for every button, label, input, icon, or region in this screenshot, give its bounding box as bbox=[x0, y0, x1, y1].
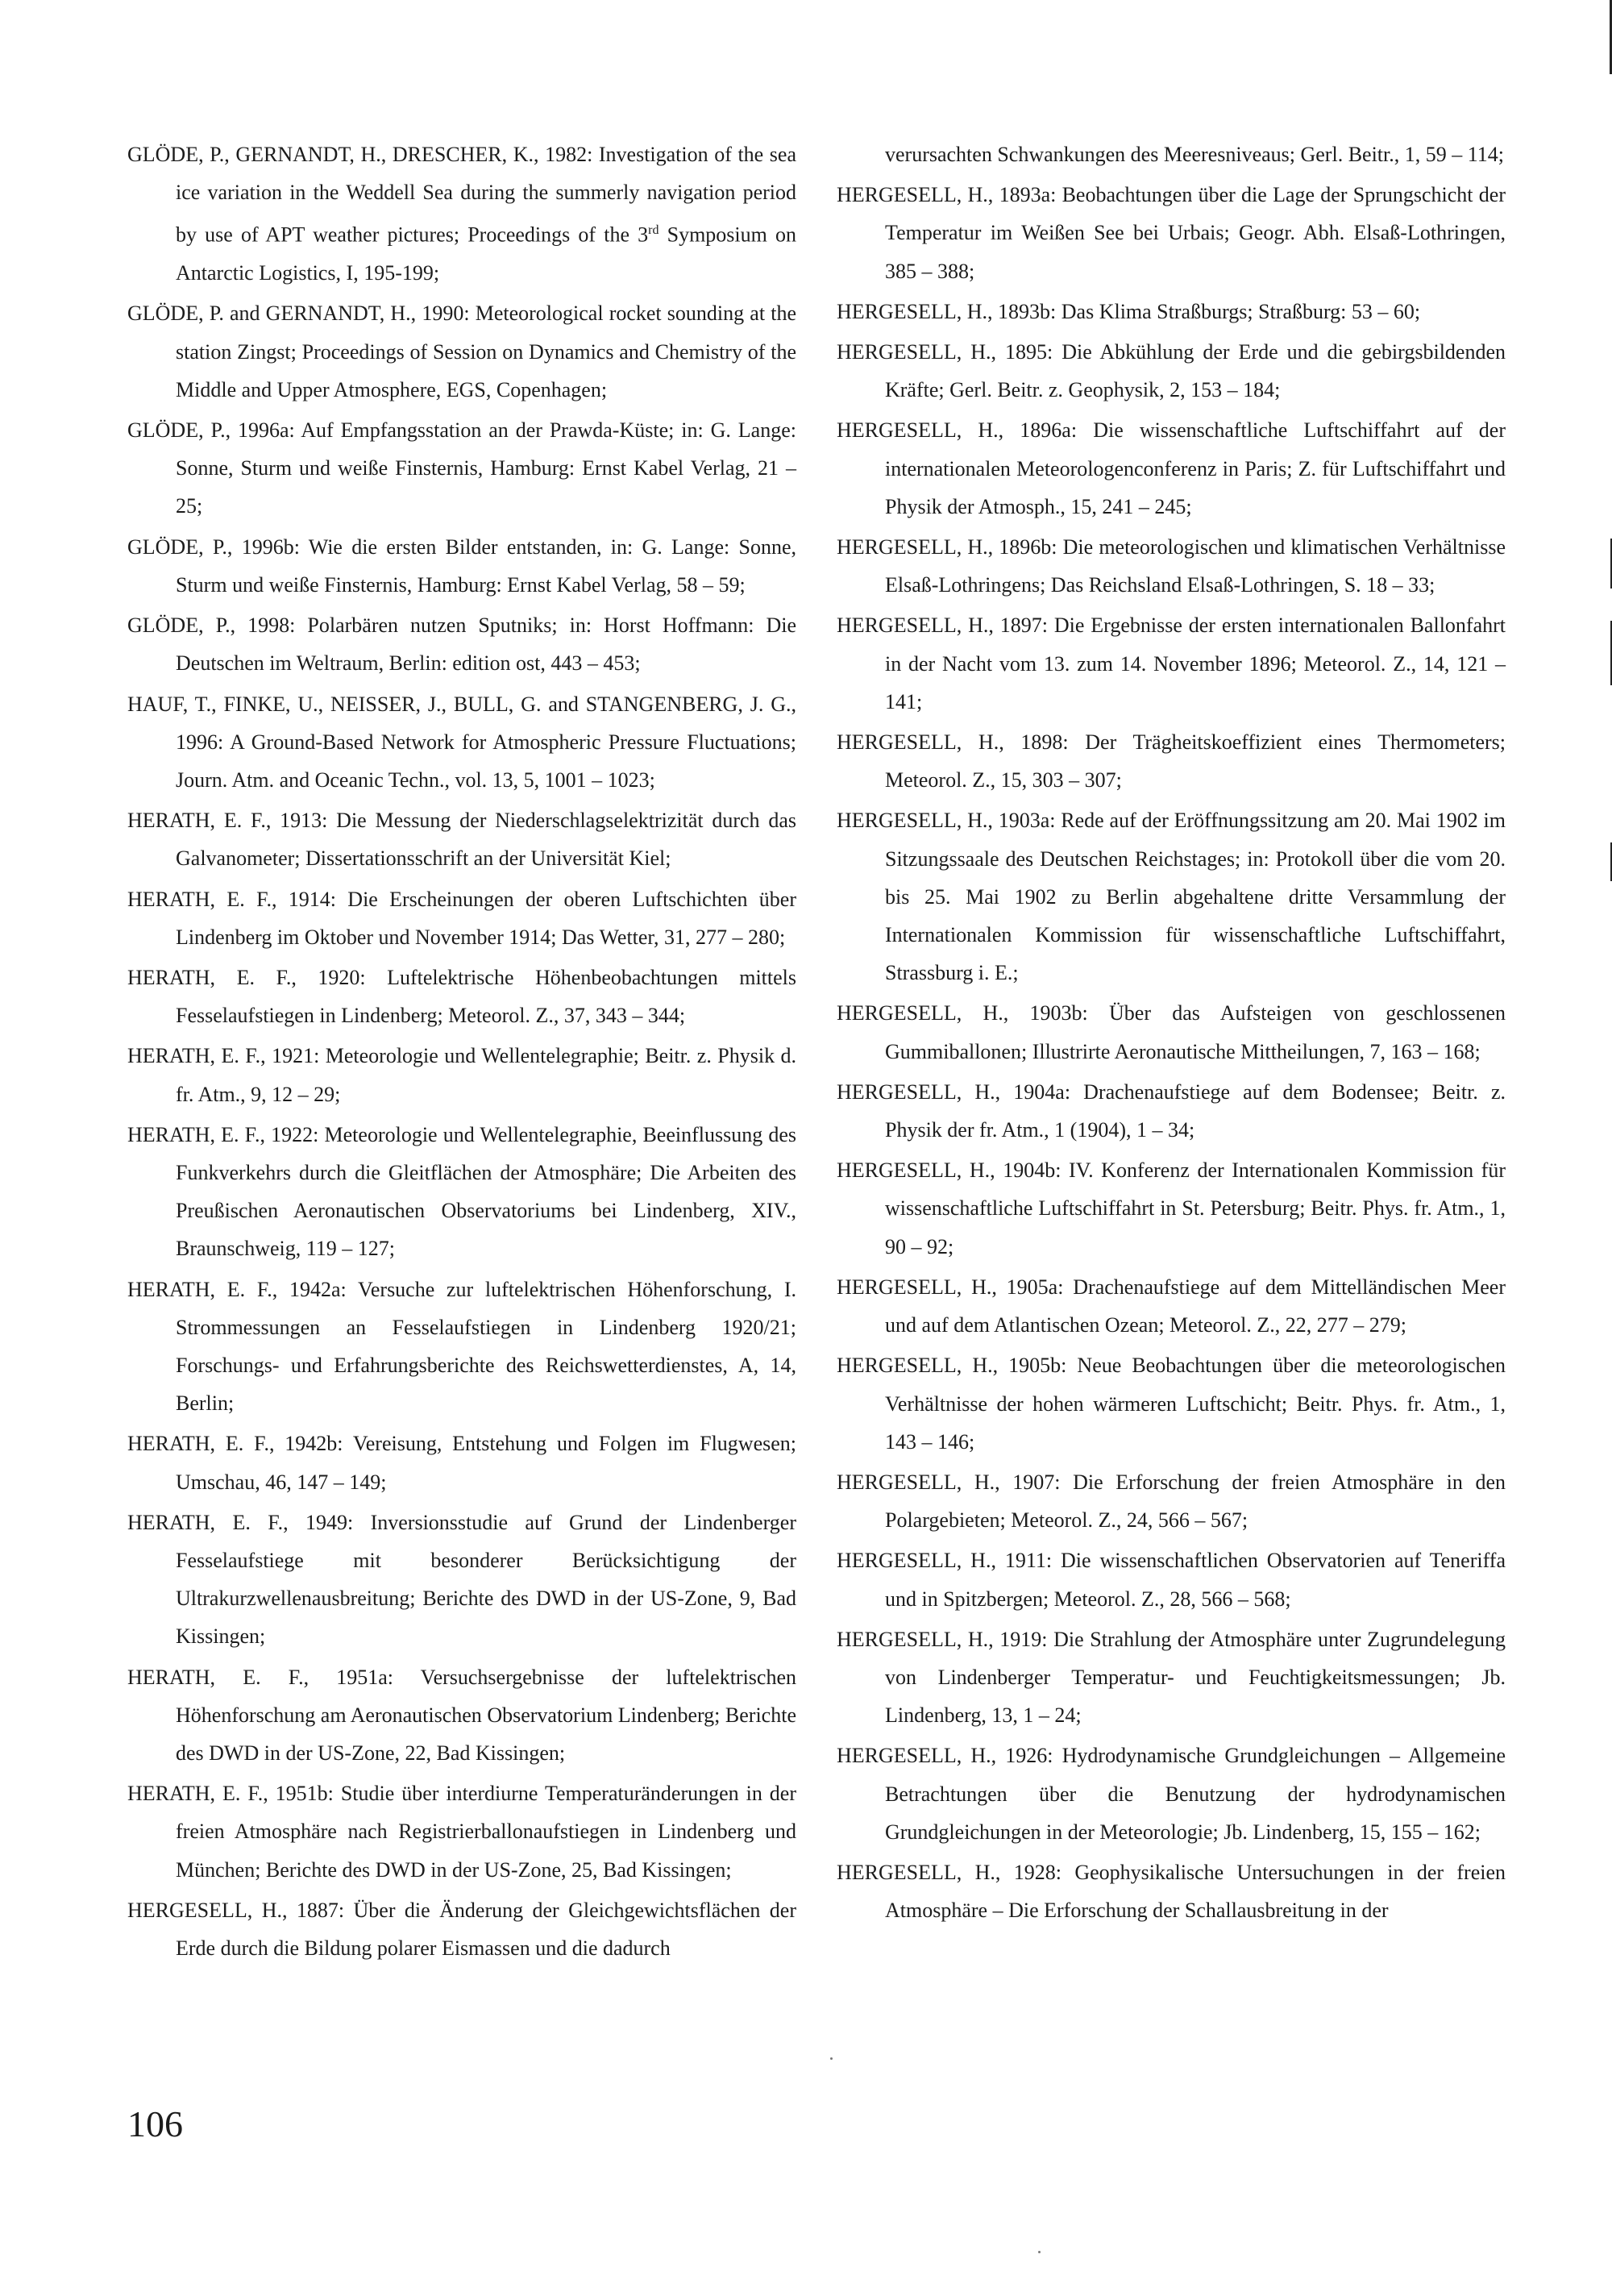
reference-entry: HERGESELL, H., 1919: Die Strahlung der Atmosphäre unter Zugrundelegung von Lindenberger Temperatur- und Feuchtigkeitsmessungen; Jb. Lindenberg, 13, 1 – 24; bbox=[837, 1627, 1506, 1728]
reference-entry: HERGESELL, H., 1896a: Die wissenschaftliche Luftschiffahrt auf der internationalen Meteorologenconferenz in Paris; Z. für Luftschiffahrt und Physik der Atmosph., 15, 241 – 245; bbox=[837, 418, 1506, 518]
reference-entry: HERGESELL, H., 1905a: Drachenaufstiege auf dem Mittelländischen Meer und auf dem Atlantischen Ozean; Meteorol. Z., 22, 277 – 279; bbox=[837, 1275, 1506, 1337]
reference-entry: HERGESELL, H., 1904b: IV. Konferenz der Internationalen Kommission für wissenschaftliche Luftschiffahrt in St. Petersburg; Beitr. Phys. fr. Atm., 1, 90 – 92; bbox=[837, 1158, 1506, 1258]
reference-entry: HERGESELL, H., 1898: Der Trägheitskoeffizient eines Thermometers; Meteorol. Z., 15, 303 – 307; bbox=[837, 730, 1506, 792]
reference-entry: HAUF, T., FINKE, U., NEISSER, J., BULL, G. and STANGENBERG, J. G., 1996: A Ground-Based Network for Atmospheric Pressure Fluctuations; Journ. Atm. and Oceanic Techn., vol. 13, 5, 1001 – 1023; bbox=[127, 692, 796, 792]
reference-entry: GLÖDE, P., 1996b: Wie die ersten Bilder entstanden, in: G. Lange: Sonne, Sturm und weiße Finsternis, Hamburg: Ernst Kabel Verlag, 58 – 59; bbox=[127, 534, 796, 597]
reference-entry: HERGESELL, H., 1905b: Neue Beobachtungen über die meteorologischen Verhältnisse der hohen wärmeren Luftschicht; Beitr. Phys. fr. Atm., 1, 143 – 146; bbox=[837, 1354, 1506, 1454]
reference-entry: HERATH, E. F., 1942a: Versuche zur luftelektrischen Höhenforschung, I. Strommessungen an Fesselaufstiegen in Lindenberg 1920/21; Forschungs- und Erfahrungsberichte des Reichswetterdienstes, A, 14, Berlin; bbox=[127, 1277, 796, 1416]
reference-entry: GLÖDE, P., 1996a: Auf Empfangsstation an der Prawda-Küste; in: G. Lange: Sonne, Sturm und weiße Finsternis, Hamburg: Ernst Kabel Verlag, 21 – 25; bbox=[127, 418, 796, 518]
page-number: 106 bbox=[127, 2103, 183, 2144]
reference-entry: HERGESELL, H., 1897: Die Ergebnisse der ersten internationalen Ballonfahrt in der Nacht vom 13. zum 14. November 1896; Meteorol. Z., 14, 121 – 141; bbox=[837, 614, 1506, 713]
right-column bbox=[837, 135, 1506, 1932]
scan-speck bbox=[1038, 2251, 1041, 2253]
reference-entry: HERGESELL, H., 1926: Hydrodynamische Grundgleichungen – Allgemeine Betrachtungen über die Benutzung der hydrodynamischen Grundgleichungen in der Meteorologie; Jb. Lindenberg, 15, 155 – 162; bbox=[837, 1744, 1506, 1844]
reference-entry: HERGESELL, H., 1907: Die Erforschung der freien Atmosphäre in den Polargebieten; Meteorol. Z., 24, 566 – 567; bbox=[837, 1470, 1506, 1533]
reference-entry: HERGESELL, H., 1887: Über die Änderung der Gleichgewichtsflächen der Erde durch die Bildung polarer Eismassen und die dadurch bbox=[127, 1898, 796, 1960]
reference-entry: GLÖDE, P. and GERNANDT, H., 1990: Meteorological rocket sounding at the station Zingst; Proceedings of Session on Dynamics and Chemistry of the Middle and Upper Atmosphere, EGS, Copenhagen; bbox=[127, 302, 796, 401]
reference-entry: HERATH, E. F., 1921: Meteorologie und Wellentelegraphie; Beitr. z. Physik d. fr. Atm., 9, 12 – 29; bbox=[127, 1044, 796, 1106]
reference-entry: HERATH, E. F., 1913: Die Messung der Niederschlagselektrizität durch das Galvanometer; Dissertationsschrift an der Universität Kiel; bbox=[127, 809, 796, 871]
reference-entry: HERGESELL, H., 1895: Die Abkühlung der Erde und die gebirgsbildenden Kräfte; Gerl. Beitr. z. Geophysik, 2, 153 – 184; bbox=[837, 340, 1506, 402]
reference-entry: HERATH, E. F., 1951a: Versuchsergebnisse der luftelektrischen Höhenforschung am Aeronautischen Observatorium Lindenberg; Berichte des DWD in der US-Zone, 22, Bad Kissingen; bbox=[127, 1665, 796, 1765]
reference-entry: HERATH, E. F., 1949: Inversionsstudie auf Grund der Lindenberger Fesselaufstiege mit besonderer Berücksichtigung der Ultrakurzwellenausbreitung; Berichte des DWD in der US-Zone, 9, Bad Kissingen; bbox=[127, 1510, 796, 1649]
reference-entry: HERATH, E. F., 1922: Meteorologie und Wellentelegraphie, Beeinflussung des Funkverkehrs durch die Gleitflächen der Atmosphäre; Die Arbeiten des Preußischen Aeronautischen Observatoriums bei Lindenberg, XIV., Braunschweig, 119 – 127; bbox=[127, 1122, 796, 1261]
reference-continuation: verursachten Schwankungen des Meeresniveaus; Gerl. Beitr., 1, 59 – 114; bbox=[885, 143, 1505, 166]
reference-entry: HERGESELL, H., 1903b: Über das Aufsteigen von geschlossenen Gummiballonen; Illustrirte Aeronautische Mittheilungen, 7, 163 – 168; bbox=[837, 1001, 1506, 1063]
reference-entry: HERGESELL, H., 1928: Geophysikalische Untersuchungen in der freien Atmosphäre – Die Erforschung der Schallausbreitung in der bbox=[837, 1860, 1506, 1923]
reference-entry: HERGESELL, H., 1903a: Rede auf der Eröffnungssitzung am 20. Mai 1902 im Sitzungssaale des Deutschen Reichstages; in: Protokoll über die vom 20. bis 25. Mai 1902 zu Berlin abgehaltene dritte Versammlung der Internationalen Kommission für wissenschaftliche Luftschiffahrt, Strassburg i. E.; bbox=[837, 809, 1506, 985]
reference-entry: HERGESELL, H., 1904a: Drachenaufstiege auf dem Bodensee; Beitr. z. Physik der fr. Atm., 1 (1904), 1 – 34; bbox=[837, 1079, 1506, 1142]
scan-speck bbox=[830, 2057, 833, 2060]
reference-entry: HERATH, E. F., 1951b: Studie über interdiurne Temperaturänderungen in der freien Atmosphäre nach Registrierballonaufstiegen in Lindenberg und München; Berichte des DWD in der US-Zone, 25, Bad Kissingen; bbox=[127, 1782, 796, 1882]
reference-entry: HERATH, E. F., 1942b: Vereisung, Entstehung und Folgen im Flugwesen; Umschau, 46, 147 – 149; bbox=[127, 1432, 796, 1494]
reference-entry: GLÖDE, P., 1998: Polarbären nutzen Sputniks; in: Horst Hoffmann: Die Deutschen im Weltraum, Berlin: edition ost, 443 – 453; bbox=[127, 614, 796, 676]
reference-entry: HERGESELL, H., 1893b: Das Klima Straßburgs; Straßburg: 53 – 60; bbox=[837, 299, 1421, 323]
reference-entry: HERGESELL, H., 1893a: Beobachtungen über die Lage der Sprungschicht der Temperatur im Weißen See bei Urbais; Geogr. Abh. Elsaß-Lothringen, 385 – 388; bbox=[837, 183, 1506, 283]
reference-entry: HERATH, E. F., 1914: Die Erscheinungen der oberen Luftschichten über Lindenberg im Oktober und November 1914; Das Wetter, 31, 277 – 280; bbox=[127, 887, 796, 949]
left-column bbox=[127, 135, 796, 1969]
reference-entry: GLÖDE, P., GERNANDT, H., DRESCHER, K., 1982: Investigation of the sea ice variation in the Weddell Sea during the summerly navigation period by use of APT weather pictures; Proceedings of the 3rd Symposium on Antarctic Logistics, I, 195-199; bbox=[127, 143, 797, 285]
reference-entry: HERATH, E. F., 1920: Luftelektrische Höhenbeobachtungen mittels Fesselaufstiegen in Lindenberg; Meteorol. Z., 37, 343 – 344; bbox=[127, 965, 796, 1028]
reference-entry: HERGESELL, H., 1911: Die wissenschaftlichen Observatorien auf Teneriffa und in Spitzbergen; Meteorol. Z., 28, 566 – 568; bbox=[837, 1549, 1506, 1611]
reference-entry: HERGESELL, H., 1896b: Die meteorologischen und klimatischen Verhältnisse Elsaß-Lothringens; Das Reichsland Elsaß-Lothringen, S. 18 – 33; bbox=[837, 535, 1506, 597]
